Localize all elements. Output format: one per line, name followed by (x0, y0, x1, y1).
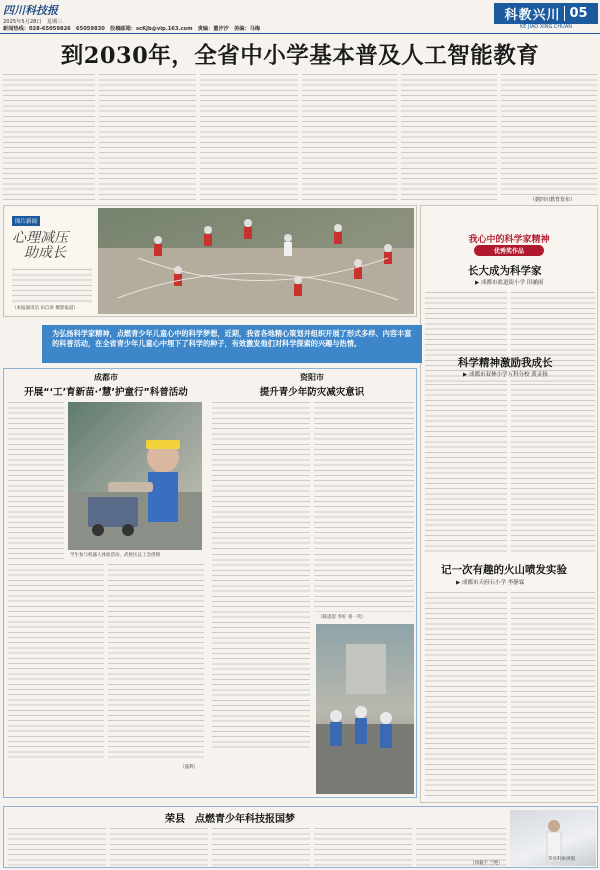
rongxian-title: 荣县 点燃青少年科技报国梦 (165, 814, 295, 825)
photo-disaster-drill (316, 624, 414, 794)
essay-3-author: ▶ 成都市天府石小学 李静霖 (456, 580, 525, 586)
award-header: 我心中的科学家精神 (468, 235, 550, 245)
essay-1-author-text: 成都市盐道街小学 田涵雨 (480, 280, 544, 286)
essay-1-author: ▶ 成都市盐道街小学 田涵雨 (475, 280, 544, 286)
page-number: 05 (564, 6, 587, 21)
chengdu-col-2 (8, 562, 104, 762)
date-line: 2025年5月28日 星期三 (3, 19, 63, 25)
photo-news-caption-panel (6, 208, 96, 314)
ziyang-city: 资阳市 (300, 373, 324, 382)
article-column-5 (401, 72, 497, 202)
section-badge (494, 3, 598, 24)
article-column-6 (501, 72, 597, 196)
contact-line: 新闻热线：028-65059826 65059830 投稿邮箱：scKjb@vip.163.com 责编：董汐汐 美编：马梅 (3, 26, 260, 32)
chengdu-col-3 (108, 562, 204, 762)
award-subheader-wrap (474, 245, 544, 256)
masthead (3, 2, 423, 32)
section-title: 科教兴川 (504, 8, 561, 23)
chengdu-col-1 (8, 400, 64, 560)
chengdu-city: 成都市 (94, 373, 118, 382)
photo-kids-playing-illustration (98, 208, 414, 314)
essay-2-author: ▶ 成都市双林小学万科分校 黄灵扬 (463, 372, 548, 378)
photo-news-title (12, 231, 96, 261)
headline-source: （据四川教育发布） (530, 197, 576, 203)
rongxian-col-4 (314, 826, 412, 866)
essay-2-col-2 (511, 382, 595, 554)
rongxian-source: （徐毅宇 兰艳） (470, 861, 503, 866)
photo-news-title-line1: 心理减压 (12, 230, 68, 246)
chengdu-photo-caption: 学生参与机器人体验活动。武侯区总工会供图 (70, 553, 160, 558)
article-column-3 (200, 72, 298, 202)
header-rule (0, 33, 600, 34)
rongxian-col-3 (212, 826, 310, 866)
essay-2-col-1 (425, 382, 507, 554)
essay-2-title: 科学精神激励我成长 (458, 357, 553, 369)
article-column-4 (302, 72, 397, 202)
essay-1-title: 长大成为科学家 (468, 265, 542, 277)
photo-kids-playing (98, 208, 414, 314)
page-headline: 到2030年，全省中小学基本普及人工智能教育 (60, 43, 540, 69)
photo-robot-illustration (68, 402, 202, 550)
essay-3-col-1 (425, 590, 507, 800)
chengdu-title: 开展“‘工’育新苗·‘慧’护童行”科普活动 (24, 387, 188, 398)
photo-robot-activity (68, 402, 202, 550)
rongxian-col-1 (8, 826, 106, 866)
award-subheader: 优秀奖作品 (474, 245, 544, 256)
essay-3-author-text: 成都市天府石小学 李静霖 (461, 580, 525, 586)
newspaper-logo: 四川科技报 (3, 4, 58, 17)
article-column-1 (3, 72, 95, 202)
essay-2-author-text: 成都市双林小学万科分校 黄灵扬 (468, 372, 548, 378)
photo-news-tag: 图片新闻 (12, 216, 40, 226)
photo-news-body (12, 267, 92, 303)
photo-news-title-line2: 助成长 (24, 245, 66, 261)
section-pinyin: KE JIAO XING CHUAN (519, 24, 572, 30)
photo-news-credit: （本报通讯员 田自涛 摄影报道） (12, 306, 78, 311)
intro-banner: 为弘扬科学家精神，点燃青少年儿童心中的科学梦想，近期，我省各地精心策划并组织开展了形式多样、内容丰富的科普活动，在全省青少年儿童心中埋下了科学的种子，有效激发他们对科学探索的兴趣与热情。 (42, 325, 422, 363)
photo-disaster-drill-illustration (316, 624, 414, 794)
ziyang-col-3 (212, 552, 310, 752)
ziyang-col-1 (212, 400, 310, 550)
essay-3-title: 记一次有趣的火山喷发实验 (441, 564, 567, 576)
ziyang-col-2 (314, 400, 414, 550)
ziyang-col-4 (314, 552, 414, 612)
rongxian-col-2 (110, 826, 208, 866)
ziyang-title: 提升青少年防灾减灾意识 (259, 387, 365, 398)
ziyang-source: （陈思思 李好 刘一笑） (318, 615, 366, 620)
article-column-2 (99, 72, 196, 202)
essay-3-col-2 (511, 590, 595, 800)
chengdu-source: （盛利） (180, 765, 198, 770)
rongxian-photo-caption: 荣县科协供图 (548, 857, 575, 862)
